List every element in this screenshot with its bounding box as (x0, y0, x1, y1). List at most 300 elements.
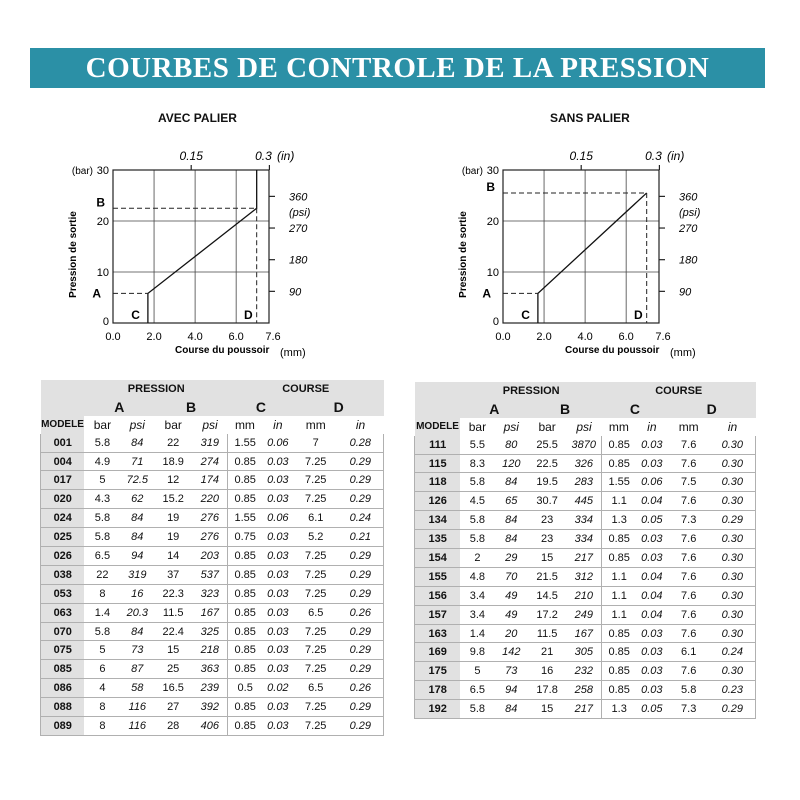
cell-b-bar: 28 (154, 717, 192, 736)
table-row (41, 660, 384, 679)
cell-d-mm: 7.6 (668, 492, 710, 511)
cell-c-in: 0.03 (636, 624, 668, 643)
cell-d-in: 0.29 (710, 511, 756, 530)
cell-b-psi: 312 (566, 567, 602, 586)
cell-b-bar: 22 (154, 434, 192, 452)
cell-c-in: 0.03 (262, 603, 294, 622)
cell-a-psi: 319 (120, 565, 154, 584)
cell-modele: 111 (415, 436, 461, 454)
cell-a-psi: 80 (494, 436, 528, 454)
x-tick-label: 0.0 (105, 331, 121, 343)
x-tick-label: 0.0 (495, 331, 511, 343)
y-tick-label: 30 (486, 165, 499, 177)
cell-c-mm: 0.85 (602, 530, 636, 549)
cell-a-psi: 73 (120, 641, 154, 660)
table-row (415, 567, 756, 586)
table-row (41, 509, 384, 528)
cell-d-mm: 7.6 (668, 662, 710, 681)
cell-d-mm: 7.25 (294, 584, 338, 603)
unit-psi: psi (192, 416, 228, 434)
cell-d-in: 0.30 (710, 624, 756, 643)
cell-d-mm: 7.6 (668, 436, 710, 454)
cell-c-in: 0.03 (262, 471, 294, 490)
y-unit-label: (bar) (71, 166, 93, 177)
cell-b-bar: 11.5 (154, 603, 192, 622)
page-banner (30, 48, 765, 88)
cell-a-bar: 1.4 (460, 624, 494, 643)
unit-mm: mm (602, 418, 636, 436)
cell-modele: 178 (415, 681, 461, 700)
unit-bar: bar (154, 416, 192, 434)
point-label-b: B (486, 179, 495, 194)
header-a: A (460, 400, 528, 418)
cell-c-in: 0.02 (262, 679, 294, 698)
table-row (41, 434, 384, 452)
cell-c-mm: 1.55 (602, 473, 636, 492)
cell-d-in: 0.30 (710, 530, 756, 549)
cell-d-in: 0.29 (338, 698, 384, 717)
unit-mm: mm (294, 416, 338, 434)
cell-b-psi: 174 (192, 471, 228, 490)
cell-b-bar: 19 (154, 509, 192, 528)
cell-b-psi: 445 (566, 492, 602, 511)
cell-b-bar: 30.7 (528, 492, 566, 511)
cell-modele: 070 (41, 622, 85, 641)
cell-a-psi: 72.5 (120, 471, 154, 490)
cell-b-psi: 326 (566, 454, 602, 473)
cell-d-in: 0.23 (710, 681, 756, 700)
cell-d-in: 0.29 (338, 717, 384, 736)
table-row (41, 547, 384, 566)
cell-a-bar: 6 (84, 660, 120, 679)
cell-a-bar: 5 (84, 641, 120, 660)
cell-modele: 163 (415, 624, 461, 643)
cell-d-in: 0.29 (338, 490, 384, 509)
cell-c-in: 0.03 (262, 660, 294, 679)
cell-b-psi: 325 (192, 622, 228, 641)
cell-b-bar: 15 (154, 641, 192, 660)
x-tick-label: 7.6 (265, 331, 281, 343)
cell-a-psi: 84 (120, 509, 154, 528)
y-unit-label: (bar) (461, 166, 483, 177)
cell-modele: 004 (41, 452, 85, 471)
cell-a-psi: 29 (494, 549, 528, 568)
top-tick-label: 0.15 (569, 149, 593, 163)
cell-a-bar: 4.9 (84, 452, 120, 471)
cell-modele: 089 (41, 717, 85, 736)
top-unit-label: (in) (277, 149, 295, 163)
cell-b-bar: 21 (528, 643, 566, 662)
table-avec-palier (40, 380, 384, 736)
x-axis-label: Course du poussoir (175, 345, 270, 356)
cell-b-bar: 18.9 (154, 452, 192, 471)
y-axis-label: Pression de sortie (458, 211, 469, 298)
chart-sans-palier (390, 140, 790, 370)
cell-d-in: 0.21 (338, 528, 384, 547)
header-a: A (84, 398, 154, 416)
right-tick-label: 90 (289, 286, 302, 299)
right-tick-label: 270 (679, 223, 698, 236)
cell-a-psi: 84 (494, 473, 528, 492)
cell-c-in: 0.03 (262, 528, 294, 547)
cell-a-bar: 4.8 (460, 567, 494, 586)
cell-c-in: 0.03 (262, 547, 294, 566)
cell-c-in: 0.03 (262, 622, 294, 641)
cell-d-in: 0.24 (710, 643, 756, 662)
x-tick-label: 6.0 (228, 331, 244, 343)
cell-d-in: 0.26 (338, 603, 384, 622)
table-row (41, 584, 384, 603)
cell-c-mm: 1.1 (602, 492, 636, 511)
cell-a-psi: 16 (120, 584, 154, 603)
unit-in: in (636, 418, 668, 436)
cell-b-bar: 25 (154, 660, 192, 679)
cell-c-in: 0.06 (262, 434, 294, 452)
cell-a-bar: 5.8 (460, 473, 494, 492)
x-tick-label: 2.0 (536, 331, 552, 343)
cell-c-mm: 0.85 (602, 454, 636, 473)
cell-a-bar: 5.8 (460, 530, 494, 549)
cell-modele: 126 (415, 492, 461, 511)
cell-b-psi: 392 (192, 698, 228, 717)
cell-d-in: 0.30 (710, 492, 756, 511)
cell-c-mm: 0.85 (602, 662, 636, 681)
cell-a-bar: 8 (84, 698, 120, 717)
cell-b-psi: 3870 (566, 436, 602, 454)
cell-b-psi: 220 (192, 490, 228, 509)
table-row (41, 603, 384, 622)
table-row (415, 700, 756, 719)
cell-d-in: 0.29 (338, 641, 384, 660)
cell-d-in: 0.30 (710, 454, 756, 473)
cell-b-psi: 319 (192, 434, 228, 452)
cell-c-in: 0.03 (262, 490, 294, 509)
cell-c-in: 0.06 (262, 509, 294, 528)
plot-frame (113, 170, 269, 323)
right-tick-label: 360 (679, 191, 698, 204)
cell-a-psi: 84 (494, 530, 528, 549)
cell-a-psi: 142 (494, 643, 528, 662)
cell-modele: 155 (415, 567, 461, 586)
right-unit-label: (psi) (679, 207, 701, 220)
x-tick-label: 2.0 (146, 331, 162, 343)
cell-b-bar: 16 (528, 662, 566, 681)
right-unit-label: (psi) (289, 207, 311, 220)
cell-modele: 024 (41, 509, 85, 528)
cell-d-mm: 5.8 (668, 681, 710, 700)
cell-c-mm: 0.85 (228, 471, 262, 490)
cell-a-psi: 71 (120, 452, 154, 471)
right-tick-label: 270 (289, 223, 308, 236)
cell-a-psi: 84 (120, 528, 154, 547)
cell-d-in: 0.29 (338, 660, 384, 679)
cell-a-bar: 4.3 (84, 490, 120, 509)
cell-b-bar: 23 (528, 530, 566, 549)
cell-d-mm: 7.25 (294, 547, 338, 566)
table-row (41, 679, 384, 698)
cell-b-psi: 249 (566, 605, 602, 624)
table-row (415, 473, 756, 492)
x-tick-label: 6.0 (618, 331, 634, 343)
y-tick-label: 30 (96, 165, 109, 177)
table-row (41, 641, 384, 660)
cell-a-psi: 58 (120, 679, 154, 698)
cell-a-psi: 49 (494, 605, 528, 624)
cell-b-psi: 203 (192, 547, 228, 566)
cell-b-psi: 305 (566, 643, 602, 662)
cell-modele: 192 (415, 700, 461, 719)
cell-b-psi: 363 (192, 660, 228, 679)
cell-a-bar: 3.4 (460, 586, 494, 605)
cell-c-in: 0.03 (636, 530, 668, 549)
cell-b-bar: 14.5 (528, 586, 566, 605)
top-tick-label: 0.3 (255, 149, 272, 163)
cell-d-mm: 7.6 (668, 624, 710, 643)
top-tick-label: 0.3 (645, 149, 662, 163)
cell-c-in: 0.03 (636, 643, 668, 662)
cell-d-in: 0.30 (710, 436, 756, 454)
cell-d-in: 0.29 (338, 452, 384, 471)
cell-a-bar: 8 (84, 584, 120, 603)
cell-b-bar: 23 (528, 511, 566, 530)
cell-c-in: 0.03 (262, 584, 294, 603)
table-row (415, 605, 756, 624)
header-course: COURSE (602, 382, 756, 400)
cell-a-psi: 73 (494, 662, 528, 681)
cell-a-bar: 1.4 (84, 603, 120, 622)
cell-a-bar: 5.8 (84, 509, 120, 528)
cell-b-psi: 258 (566, 681, 602, 700)
header-b: B (528, 400, 602, 418)
cell-b-bar: 17.2 (528, 605, 566, 624)
cell-c-mm: 1.1 (602, 567, 636, 586)
cell-a-bar: 8 (84, 717, 120, 736)
cell-a-psi: 62 (120, 490, 154, 509)
point-label-a: A (92, 286, 101, 301)
point-label-c: C (521, 308, 530, 322)
cell-a-psi: 87 (120, 660, 154, 679)
cell-a-bar: 3.4 (460, 605, 494, 624)
table-row (415, 454, 756, 473)
top-unit-label: (in) (667, 149, 685, 163)
y-tick-label: 0 (492, 316, 499, 328)
cell-b-bar: 19 (154, 528, 192, 547)
table-row (41, 452, 384, 471)
cell-b-psi: 210 (566, 586, 602, 605)
cell-c-in: 0.03 (636, 454, 668, 473)
header-c: C (602, 400, 668, 418)
right-tick-label: 90 (679, 286, 692, 299)
unit-bar: bar (460, 418, 494, 436)
cell-modele: 157 (415, 605, 461, 624)
chart-avec-palier (0, 140, 400, 370)
cell-b-psi: 167 (566, 624, 602, 643)
cell-b-psi: 217 (566, 700, 602, 719)
cell-modele: 086 (41, 679, 85, 698)
table-row (41, 717, 384, 736)
cell-d-in: 0.29 (338, 471, 384, 490)
header-course: COURSE (228, 380, 384, 398)
cell-a-bar: 6.5 (84, 547, 120, 566)
cell-b-psi: 239 (192, 679, 228, 698)
cell-b-psi: 323 (192, 584, 228, 603)
cell-d-in: 0.29 (338, 584, 384, 603)
y-tick-label: 20 (96, 216, 109, 228)
cell-b-bar: 12 (154, 471, 192, 490)
cell-d-in: 0.30 (710, 567, 756, 586)
cell-a-psi: 84 (494, 511, 528, 530)
header-d: D (668, 400, 756, 418)
cell-b-psi: 334 (566, 511, 602, 530)
cell-d-mm: 7.25 (294, 452, 338, 471)
page-title: COURBES DE CONTROLE DE LA PRESSION (85, 51, 710, 84)
table-row (415, 624, 756, 643)
cell-b-psi: 274 (192, 452, 228, 471)
header-pression: PRESSION (460, 382, 602, 400)
cell-c-in: 0.03 (636, 662, 668, 681)
cell-a-psi: 20 (494, 624, 528, 643)
cell-modele: 169 (415, 643, 461, 662)
table-row (415, 643, 756, 662)
cell-b-bar: 37 (154, 565, 192, 584)
cell-d-mm: 7.25 (294, 490, 338, 509)
table-row (41, 698, 384, 717)
cell-c-in: 0.03 (262, 698, 294, 717)
x-tick-label: 4.0 (187, 331, 203, 343)
cell-d-in: 0.30 (710, 662, 756, 681)
cell-c-in: 0.03 (262, 565, 294, 584)
cell-a-psi: 94 (120, 547, 154, 566)
cell-modele: 063 (41, 603, 85, 622)
cell-b-bar: 11.5 (528, 624, 566, 643)
cell-d-in: 0.26 (338, 679, 384, 698)
cell-c-mm: 0.85 (228, 547, 262, 566)
header-pression: PRESSION (84, 380, 228, 398)
cell-a-bar: 5 (460, 662, 494, 681)
cell-modele: 135 (415, 530, 461, 549)
header-modele: MODELE (41, 416, 85, 434)
unit-mm: mm (228, 416, 262, 434)
cell-modele: 134 (415, 511, 461, 530)
cell-a-psi: 116 (120, 698, 154, 717)
cell-modele: 026 (41, 547, 85, 566)
data-line (538, 193, 647, 323)
cell-a-psi: 20.3 (120, 603, 154, 622)
unit-mm: mm (668, 418, 710, 436)
cell-d-in: 0.29 (710, 700, 756, 719)
cell-modele: 156 (415, 586, 461, 605)
cell-b-psi: 218 (192, 641, 228, 660)
cell-d-mm: 7.3 (668, 700, 710, 719)
cell-a-bar: 6.5 (460, 681, 494, 700)
cell-d-in: 0.29 (338, 565, 384, 584)
cell-b-bar: 22.5 (528, 454, 566, 473)
cell-d-in: 0.30 (710, 605, 756, 624)
cell-a-psi: 65 (494, 492, 528, 511)
y-tick-label: 10 (486, 267, 499, 279)
cell-d-mm: 6.1 (668, 643, 710, 662)
cell-a-bar: 4 (84, 679, 120, 698)
cell-a-psi: 94 (494, 681, 528, 700)
table-row (415, 681, 756, 700)
cell-d-mm: 7.3 (668, 511, 710, 530)
cell-c-in: 0.04 (636, 586, 668, 605)
cell-c-mm: 1.55 (228, 434, 262, 452)
cell-d-mm: 6.5 (294, 679, 338, 698)
cell-c-mm: 0.85 (602, 681, 636, 700)
cell-c-in: 0.05 (636, 700, 668, 719)
cell-d-in: 0.24 (338, 509, 384, 528)
cell-b-psi: 232 (566, 662, 602, 681)
cell-a-bar: 4.5 (460, 492, 494, 511)
cell-b-bar: 25.5 (528, 436, 566, 454)
cell-d-mm: 7.25 (294, 622, 338, 641)
cell-a-psi: 116 (120, 717, 154, 736)
right-tick-label: 180 (679, 254, 698, 267)
cell-b-bar: 27 (154, 698, 192, 717)
cell-c-mm: 1.1 (602, 605, 636, 624)
cell-a-psi: 49 (494, 586, 528, 605)
cell-d-mm: 7.25 (294, 660, 338, 679)
cell-a-bar: 5.8 (460, 700, 494, 719)
cell-b-psi: 283 (566, 473, 602, 492)
cell-modele: 088 (41, 698, 85, 717)
y-axis-label: Pression de sortie (68, 211, 79, 298)
y-tick-label: 10 (96, 267, 109, 279)
cell-c-mm: 0.85 (228, 603, 262, 622)
cell-b-psi: 276 (192, 509, 228, 528)
cell-b-bar: 15.2 (154, 490, 192, 509)
cell-a-psi: 84 (120, 434, 154, 452)
cell-d-mm: 7.25 (294, 698, 338, 717)
cell-modele: 115 (415, 454, 461, 473)
cell-c-mm: 1.3 (602, 700, 636, 719)
cell-modele: 025 (41, 528, 85, 547)
table-row (415, 530, 756, 549)
cell-modele: 075 (41, 641, 85, 660)
point-label-c: C (131, 308, 140, 322)
cell-a-bar: 5 (84, 471, 120, 490)
x-tick-label: 4.0 (577, 331, 593, 343)
cell-d-mm: 6.5 (294, 603, 338, 622)
cell-c-mm: 0.85 (228, 490, 262, 509)
cell-c-mm: 0.75 (228, 528, 262, 547)
cell-c-mm: 0.5 (228, 679, 262, 698)
cell-d-mm: 7.25 (294, 717, 338, 736)
point-label-a: A (482, 286, 491, 301)
cell-c-in: 0.03 (636, 681, 668, 700)
cell-c-mm: 0.85 (602, 549, 636, 568)
unit-psi: psi (494, 418, 528, 436)
cell-a-psi: 120 (494, 454, 528, 473)
cell-d-in: 0.30 (710, 473, 756, 492)
cell-c-mm: 1.3 (602, 511, 636, 530)
cell-d-mm: 7.6 (668, 567, 710, 586)
chart-title-sans-palier: SANS PALIER (550, 111, 630, 125)
cell-c-in: 0.04 (636, 567, 668, 586)
cell-b-bar: 22.4 (154, 622, 192, 641)
cell-c-mm: 0.85 (228, 452, 262, 471)
cell-c-mm: 0.85 (602, 436, 636, 454)
cell-modele: 020 (41, 490, 85, 509)
cell-modele: 085 (41, 660, 85, 679)
cell-a-psi: 84 (494, 700, 528, 719)
cell-a-bar: 5.5 (460, 436, 494, 454)
cell-b-psi: 406 (192, 717, 228, 736)
cell-d-mm: 7.6 (668, 454, 710, 473)
cell-c-mm: 0.85 (228, 622, 262, 641)
table-row (415, 436, 756, 454)
